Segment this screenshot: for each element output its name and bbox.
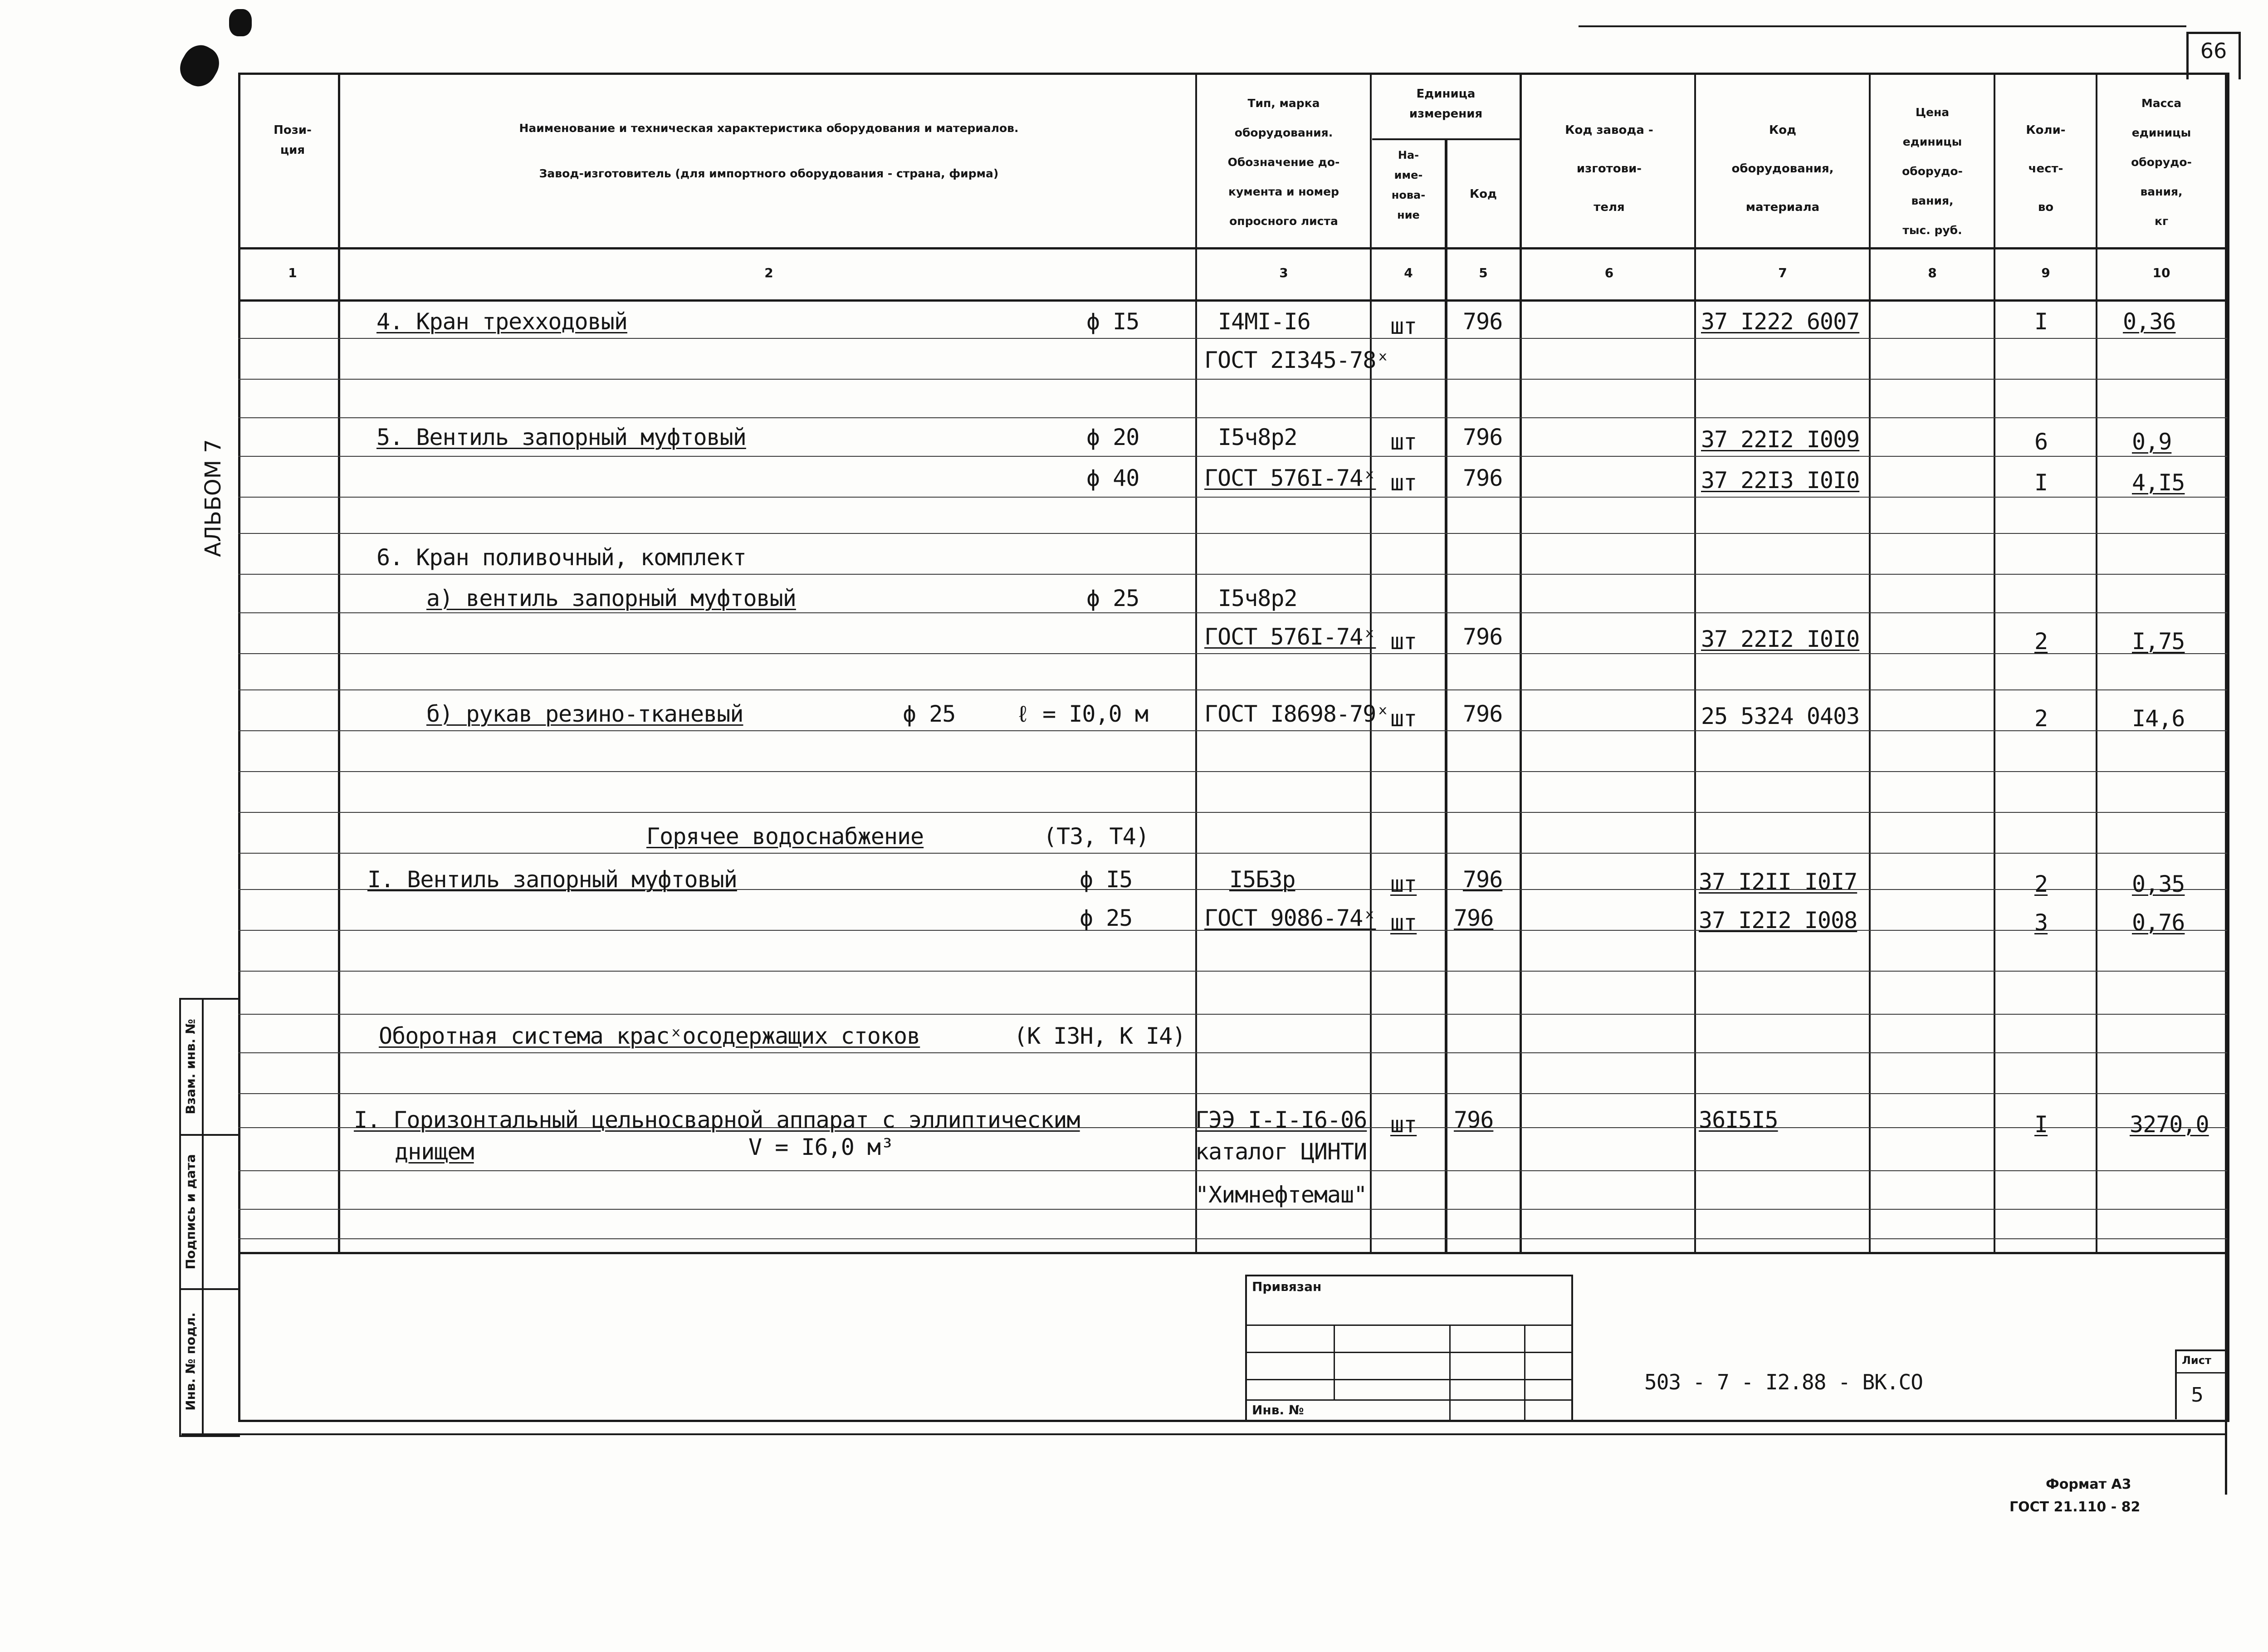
colnum-3: 3: [1279, 265, 1288, 280]
row-separator: [238, 417, 2227, 418]
row-dn: ϕ I5: [1080, 866, 1133, 893]
hdr-qty: Коли- чест- во: [2026, 123, 2066, 214]
row-unit-code: 796: [1463, 866, 1503, 893]
row-type: I5Б3р: [1229, 866, 1295, 893]
row-qty: 6: [2034, 429, 2048, 455]
row-unit-code: 796: [1454, 1107, 1494, 1133]
row-separator: [238, 771, 2227, 772]
row-unit: шт: [1390, 313, 1417, 339]
colnum-10: 10: [2152, 265, 2170, 280]
row-mass: 0,36: [2123, 308, 2176, 335]
row-dn: ϕ 40: [1086, 465, 1139, 491]
col-line-6: [1694, 73, 1696, 1252]
stamp-line-c: [1245, 1379, 1571, 1380]
colnum-bottom-line: [238, 299, 2227, 302]
row-unit: шт: [1390, 628, 1417, 655]
row-mass: 0,9: [2132, 429, 2172, 455]
document-code: 503 - 7 - I2.88 - ВК.СО: [1644, 1370, 1923, 1394]
row-separator: [238, 612, 2227, 613]
row-qty: I: [2034, 308, 2048, 335]
colnum-8: 8: [1928, 265, 1937, 280]
row-unit-code: 796: [1454, 905, 1494, 931]
row-mass: 0,35: [2132, 871, 2185, 897]
row-unit: шт: [1390, 909, 1417, 936]
hdr-unit-code: Код: [1469, 187, 1497, 201]
row-mass: 4,I5: [2132, 469, 2185, 496]
col-line-4: [1445, 138, 1447, 1252]
hdr-position: Пози- ция: [274, 123, 312, 157]
row-separator: [238, 338, 2227, 339]
hdr-type: Тип, марка оборудования. Обозначение до- кумента и номер опросного листа: [1227, 97, 1340, 228]
bottom-outer-line: [181, 1433, 2227, 1435]
stamp-line-b: [1245, 1352, 1571, 1353]
row-separator: [238, 533, 2227, 534]
row-unit: шт: [1390, 469, 1417, 496]
gost-label: ГОСТ 21.110 - 82: [2009, 1499, 2141, 1515]
side-strip-line-2: [179, 1288, 238, 1290]
row-qty: 2: [2034, 705, 2048, 732]
row-type: ГОСТ 576I-74ˣ: [1204, 624, 1376, 650]
col-line-7: [1869, 73, 1871, 1252]
hdr-unit-name: На- име- нова- ние: [1391, 149, 1426, 221]
inv-no-label: Инв. №: [1252, 1403, 1304, 1417]
col-line-5: [1520, 73, 1522, 1252]
top-border-line: [1579, 25, 2186, 27]
row-separator: [238, 1238, 2227, 1239]
scan-mark: [229, 9, 252, 36]
row-unit-code: 796: [1463, 701, 1503, 727]
row-name: днищем: [395, 1139, 474, 1165]
row-equip-code: 37 22I2 I0I0: [1701, 626, 1860, 652]
stamp-line-a: [1245, 1325, 1571, 1326]
row-dn: ϕ 25: [1086, 585, 1139, 611]
row-separator: [238, 1014, 2227, 1015]
row-qty: 2: [2034, 628, 2048, 655]
row-equip-code: 36I5I5: [1699, 1107, 1778, 1133]
row-mass: I,75: [2132, 628, 2185, 655]
section-code: (Т3, Т4): [1043, 823, 1149, 850]
row-separator: [238, 1209, 2227, 1210]
row-unit-code: 796: [1463, 624, 1503, 650]
frame-right-edge: [2225, 75, 2227, 1495]
row-unit: шт: [1390, 429, 1417, 455]
row-unit: шт: [1390, 1111, 1417, 1138]
hdr-name-line2: Завод-изготовитель (для импортного оборудования - страна, фирма): [539, 167, 999, 180]
row-separator: [238, 971, 2227, 972]
format-label: Формат А3: [2046, 1476, 2131, 1492]
row-extra: ℓ = I0,0 м: [1016, 701, 1148, 727]
row-name: 5. Вентиль запорный муфтовый: [376, 424, 746, 450]
side-strip-divider: [202, 998, 204, 1433]
colnum-7: 7: [1778, 265, 1787, 280]
colnum-2: 2: [764, 265, 773, 280]
top-sheet-number: 66: [2200, 39, 2227, 63]
col-line-2: [1195, 73, 1197, 1252]
row-unit-code: 796: [1463, 424, 1503, 450]
hdr-factory-code: Код завода - изготови- теля: [1565, 123, 1653, 214]
colnum-4: 4: [1404, 265, 1413, 280]
row-equip-code: 37 I2I2 I008: [1699, 907, 1857, 934]
colnum-6: 6: [1604, 265, 1614, 280]
row-separator: [238, 379, 2227, 380]
stamp-vline-c: [1524, 1325, 1525, 1420]
row-qty: I: [2034, 1111, 2048, 1138]
hdr-equip-code: Код оборудования, материала: [1731, 123, 1834, 214]
row-name: I. Горизонтальный цельносварной аппарат с эллиптическим: [354, 1107, 1080, 1133]
row-separator: [238, 812, 2227, 813]
row-separator: [238, 1093, 2227, 1094]
row-qty: I: [2034, 469, 2048, 496]
row-dn: ϕ 25: [903, 701, 956, 727]
row-separator: [238, 574, 2227, 575]
privyazan-label: Привязан: [1252, 1279, 1322, 1294]
row-mass: 3270,0: [2130, 1111, 2209, 1138]
row-type: ГОСТ 2I345-78ˣ: [1204, 347, 1389, 373]
row-dn: ϕ 25: [1080, 905, 1133, 931]
section-title: Горячее водоснабжение: [646, 823, 924, 850]
row-unit-code: 796: [1463, 308, 1503, 335]
row-mass: I4,6: [2132, 705, 2185, 732]
row-mass: 0,76: [2132, 909, 2185, 936]
table-bottom-line: [238, 1252, 2227, 1254]
stamp-vline-b: [1449, 1325, 1451, 1420]
row-separator: [238, 497, 2227, 498]
row-type: ГОСТ 9086-74ˣ: [1204, 905, 1376, 931]
row-separator: [238, 653, 2227, 654]
row-equip-code: 37 I2II I0I7: [1699, 869, 1857, 895]
row-name: 4. Кран трехходовый: [376, 308, 627, 335]
scan-mark: [174, 39, 225, 93]
row-separator: [238, 689, 2227, 690]
row-type: ГОСТ I8698-79ˣ: [1204, 701, 1389, 727]
row-dn: ϕ I5: [1086, 308, 1139, 335]
hdr-mass: Масса единицы оборудо- вания, кг: [2131, 97, 2192, 228]
row-equip-code: 25 5324 0403: [1701, 703, 1860, 729]
row-unit-code: 796: [1463, 465, 1503, 491]
row-type: "Химнефтемаш": [1195, 1182, 1367, 1208]
row-name: а) вентиль запорный муфтовый: [426, 585, 796, 611]
colnum-5: 5: [1479, 265, 1488, 280]
hdr-unit-group: Единица измерения: [1409, 87, 1483, 121]
colnum-9: 9: [2041, 265, 2050, 280]
row-unit: шт: [1390, 705, 1417, 732]
sheet-label: Лист: [2182, 1354, 2211, 1367]
album-label: АЛЬБОМ 7: [200, 439, 226, 557]
row-separator: [238, 456, 2227, 457]
row-qty: 3: [2034, 909, 2048, 936]
row-equip-code: 37 I222 6007: [1701, 308, 1860, 335]
row-unit: шт: [1390, 871, 1417, 897]
row-name: б) рукав резино-тканевый: [426, 701, 743, 727]
col-line-9: [2096, 73, 2097, 1252]
row-separator: [238, 1170, 2227, 1171]
row-separator: [238, 1052, 2227, 1053]
row-type: I4MI-I6: [1218, 308, 1310, 335]
row-equip-code: 37 22I3 I0I0: [1701, 467, 1860, 494]
row-dn: ϕ 20: [1086, 424, 1139, 450]
row-name: 6. Кран поливочный, комплект: [376, 544, 746, 571]
stamp-vline-a: [1334, 1325, 1335, 1399]
row-type: каталог ЦИНТИ: [1195, 1139, 1367, 1165]
col-line-8: [1994, 73, 1995, 1252]
row-name: I. Вентиль запорный муфтовый: [367, 866, 737, 893]
row-type: I5ч8р2: [1218, 424, 1297, 450]
col-line-3: [1370, 73, 1372, 1252]
header-bottom-line: [238, 247, 2227, 249]
side-label-podpis: Подпись и дата: [183, 1154, 198, 1270]
colnum-1: 1: [288, 265, 297, 280]
section-code: (К I3Н, К I4): [1014, 1023, 1186, 1049]
sheet-number: 5: [2191, 1383, 2203, 1407]
hdr-name-line1: Наименование и техническая характеристика оборудования и материалов.: [519, 122, 1019, 135]
row-type: ГОСТ 576I-74ˣ: [1204, 465, 1376, 491]
section-title: Оборотная система красˣосодержащих стоков: [379, 1023, 920, 1049]
row-separator: [238, 730, 2227, 731]
col-line-1: [338, 73, 340, 1252]
row-separator: [238, 853, 2227, 854]
hdr-price: Цена единицы оборудо- вания, тыс. руб.: [1902, 106, 1963, 237]
row-qty: 2: [2034, 871, 2048, 897]
side-label-inv-podl: Инв. № подл.: [183, 1312, 198, 1411]
row-extra: V = I6,0 м³: [748, 1134, 894, 1160]
side-label-vzam: Взам. инв. №: [183, 1019, 198, 1114]
sheet-box-divider: [2175, 1372, 2225, 1373]
stamp-line-d: [1245, 1399, 1571, 1401]
row-type: I5ч8р2: [1218, 585, 1297, 611]
row-type: ГЭЭ I-I-I6-06: [1195, 1107, 1367, 1133]
row-equip-code: 37 22I2 I009: [1701, 426, 1860, 453]
